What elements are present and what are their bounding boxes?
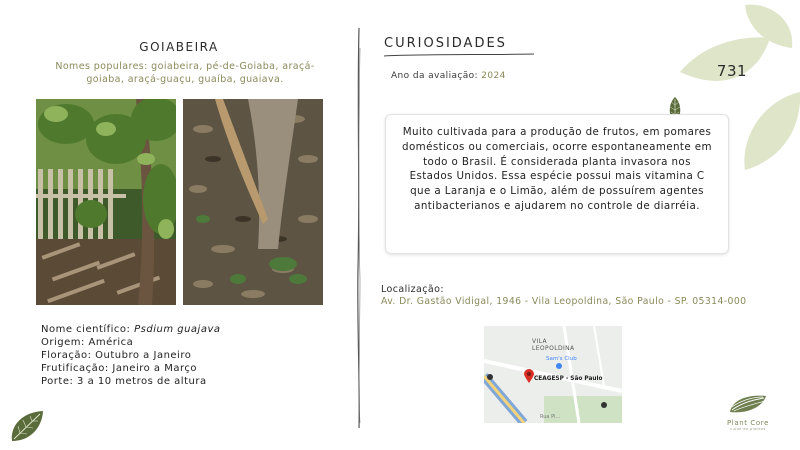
plant-photo-foliage: [36, 99, 176, 305]
brand-tagline: cuide de plantas: [730, 427, 766, 431]
heading-underline: [384, 52, 534, 58]
curiosities-heading: CURIOSIDADES: [384, 36, 507, 51]
brand-name: Plant Core: [726, 419, 770, 427]
map-poi-ceagesp: CEAGESP - São Paulo: [534, 376, 603, 382]
plant-facts: [41, 323, 221, 388]
curiosities-text: Muito cultivada para a produção de frutos, em pomares domésticos ou comerciais, ocorre espontaneamente em todo o Brasil. É considerada planta invasora nos Estados Unidos. Essa espécie possui mais vitamina C que a Laranja e o Limão, além de possuírem agentes antibacterianos e ajudarem no controle de diarréia.: [402, 126, 712, 212]
curiosities-card: [385, 114, 729, 254]
origin-line: Origem: América: [41, 337, 134, 348]
fruiting-line: Frutificação: Janeiro a Março: [41, 363, 197, 374]
size-line: Porte: 3 a 10 metros de altura: [41, 376, 207, 387]
evaluation-year: Ano da avaliação: 2024: [391, 71, 506, 81]
location-label: Localização:: [381, 284, 444, 295]
leaf-icon-bottom-left: [8, 408, 46, 444]
plant-name-title: GOIABEIRA: [139, 40, 219, 54]
location-map[interactable]: [484, 326, 622, 423]
flowering-line: Floração: Outubro a Janeiro: [41, 350, 192, 361]
plant-photo-trunk: [183, 99, 323, 305]
scientific-name: Psdium guajava: [134, 324, 221, 335]
scientific-name-line: Nome científico: Psdium guajava: [41, 324, 221, 335]
map-poi-sams-club: Sam's Club: [546, 356, 577, 362]
popular-names: Nomes populares: goiabeira, pé-de-Goiaba, araçá-goiaba, araçá-guaçu, guaíba, guaiava.: [55, 61, 315, 85]
map-street-label: Rua Pi...: [540, 414, 561, 420]
map-pin-icon: [524, 369, 534, 383]
map-district-label: VILA LEOPOLDINA: [532, 338, 575, 352]
location-address: Av. Dr. Gastão Vidigal, 1946 - Vila Leopoldina, São Paulo - SP. 05314-000: [381, 296, 747, 307]
evaluation-number-badge: 731: [716, 62, 748, 80]
brand-leaf-icon: [726, 392, 770, 414]
section-divider: [354, 28, 364, 428]
evaluation-year-value: 2024: [481, 71, 506, 81]
brand-logo: [716, 392, 780, 431]
